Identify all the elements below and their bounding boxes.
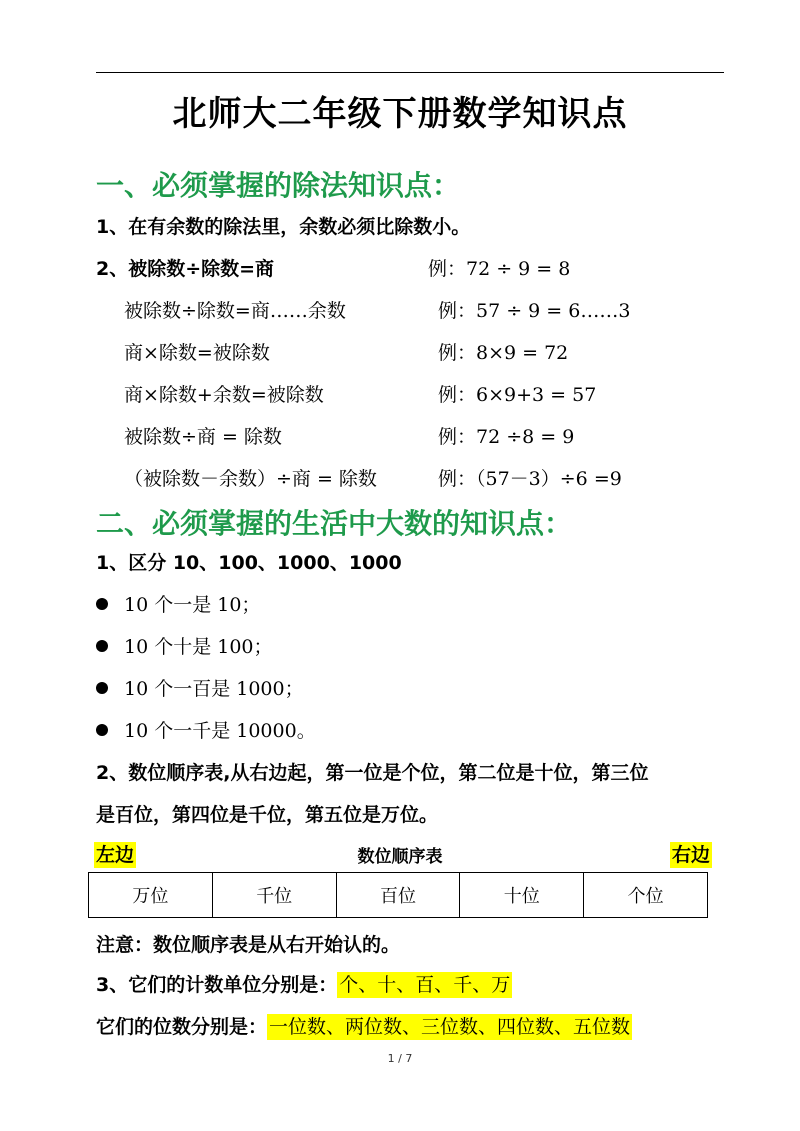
table-cell: 万位: [89, 873, 213, 918]
example-row: 例：57 ÷ 9 = 6……3: [438, 300, 631, 322]
section2-item3: 3、它们的计数单位分别是： 个、十、百、千、万: [96, 974, 511, 996]
list-item: 10 个一千是 10000。: [96, 716, 316, 743]
section2-heading: 二、必须掌握的生活中大数的知识点：: [96, 507, 573, 540]
formula-row: 被除数÷商 = 除数: [124, 426, 282, 448]
table-row: [89, 873, 708, 918]
top-rule: [96, 72, 724, 73]
table-left-label: 左边: [96, 844, 135, 866]
section1-item2-example: 例：72 ÷ 9 = 8: [428, 258, 571, 280]
list-item: 10 个十是 100；: [96, 632, 273, 659]
example-row: 例：6×9+3 = 57: [438, 384, 597, 406]
bullet-icon: [96, 682, 108, 694]
page-title: 北师大二年级下册数学知识点: [172, 94, 628, 134]
section1-heading: 一、必须掌握的除法知识点：: [96, 169, 461, 202]
section1-item2-label: 2、被除数÷除数=商: [96, 258, 275, 280]
bullet-icon: [96, 640, 108, 652]
table-title: 数位顺序表: [357, 847, 443, 867]
formula-row: 商×除数+余数=被除数: [124, 384, 324, 406]
table-right-label: 右边: [672, 844, 711, 866]
formula-row: 商×除数=被除数: [124, 342, 270, 364]
example-row: 例：（57－3）÷6 =9: [438, 468, 622, 490]
table-cell: 个位: [584, 873, 708, 918]
place-value-table: [88, 872, 708, 918]
table-cell: 千位: [212, 873, 336, 918]
list-item: 10 个一是 10；: [96, 590, 260, 617]
formula-row: 被除数÷除数=商……余数: [124, 300, 346, 322]
section2-item2-line1: 2、数位顺序表,从右边起，第一位是个位，第二位是十位，第三位: [96, 762, 649, 784]
note: 注意：数位顺序表是从右开始认的。: [96, 934, 401, 956]
formula-row: （被除数－余数）÷商 = 除数: [124, 468, 377, 490]
example-row: 例：8×9 = 72: [438, 342, 569, 364]
list-item: 10 个一百是 1000；: [96, 674, 304, 701]
page-number: 1 / 7: [387, 1052, 413, 1065]
section2-item1: 1、区分 10、100、1000、1000: [96, 552, 402, 574]
section2-item2-line2: 是百位，第四位是千位，第五位是万位。: [96, 804, 439, 826]
bullet-icon: [96, 724, 108, 736]
section1-item1: 1、在有余数的除法里，余数必须比除数小。: [96, 216, 471, 238]
example-row: 例：72 ÷8 = 9: [438, 426, 575, 448]
table-cell: 十位: [460, 873, 584, 918]
section2-item4: 它们的位数分别是： 一位数、两位数、三位数、四位数、五位数: [96, 1016, 631, 1038]
bullet-icon: [96, 598, 108, 610]
table-cell: 百位: [336, 873, 460, 918]
